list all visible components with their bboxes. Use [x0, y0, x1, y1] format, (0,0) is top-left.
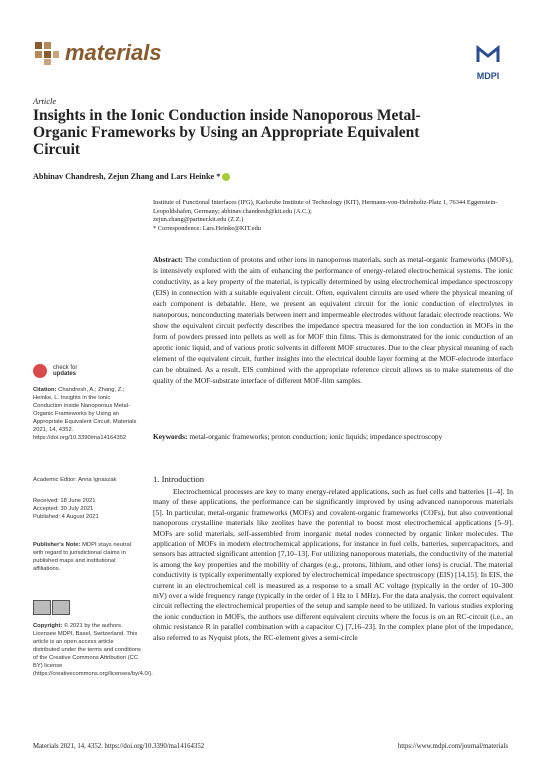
orcid-icon[interactable]	[222, 173, 230, 181]
correspondence-line: * Correspondence: Lars.Heinke@KIT.edu	[153, 224, 261, 232]
keywords-text: metal-organic frameworks; proton conduction; ionic liquids; impedance spectroscopy	[189, 432, 443, 441]
copyright-block	[33, 622, 153, 678]
intro-paragraph: Electrochemical processes are key to many energy-related applications, such as fuel cells and batteries [1–4]. In many of these applications, the performance can be significantly improved by using advanced nanoporous materials [5]. In particular, metal-organic frameworks (MOFs) and covalent-organic frameworks (COFs), but also conventional nanoporous crystalline materials like zeolites have the potential to boost most electrochemical applications [5–9]. MOFs are solid materials, self-assembled from inorganic metal nodes connected by organic linker molecules. The application of MOFs in modern electrochemical applications, for instance in fuel cells, batteries, supercapacitors, and sensors has attracted significant attention [7,10–13]. For utilizing nanoporous materials, the conductivity of the material is among the key properties and the mobility of charges (e.g., protons, lithium, and other ions) is crucial. The material conductivity is typically experimentally explored by electrochemical impedance spectroscopy (EIS) [14,15]. In EIS, the current in an electrochemical cell is measured as a response to a small AC voltage (typically in the order of 10–300 mV) over a wide frequency range (typically in the order of 1 Hz to 1 MHz). For the data analysis, the correct equivalent circuit reflecting the electrochemical properties of the setup and sample need to be utilized. In various studies exploring the ionic conduction in MOFs, the authors use different equivalent circuits where the focus is on an RC-circuit (i.e., an ohmic resistance R in parallel combination with a capacitor C) [7,16–23]. In the complex plane plot of the impedance, also referred to as Nyquist plots, the RC-element gives a semi-circle	[153, 487, 513, 642]
affiliations	[153, 199, 513, 233]
copyright-label: Copyright:	[33, 623, 63, 629]
publisher-note	[33, 541, 141, 573]
affiliation-line: zejun.zhang@partner.kit.edu (Z.Z.)	[153, 216, 244, 224]
authors-text: Abhinav Chandresh, Zejun Zhang and Lars Heinke *	[33, 172, 221, 181]
mdpi-logo-icon	[475, 44, 501, 64]
footer-journal-link[interactable]: https://www.mdpi.com/journal/materials	[397, 743, 508, 750]
citation-text: Chandresh, A.; Zhang, Z.; Heinke, L. Insights in the Ionic Conduction inside Nanoporous Metal-Organic Frameworks by Using an Appropriate Equivalent Circuit. Materials 2021, 14, 4352. https://doi.org/10.3390/ma14164352	[33, 387, 137, 441]
citation-label: Citation:	[33, 387, 57, 393]
section-heading: 1. Introduction	[153, 474, 205, 484]
journal-name: materials	[65, 40, 162, 65]
abstract-text: The conduction of protons and other ions in nanoporous materials, such as metal-organic frameworks (MOFs), is intensively explored with the aim of enhancing the performance of energy-related electrochemical systems. The ionic conductivity, as a key property of the material, is typically determined by using electrochemical impedance spectroscopy (EIS) in connection with a suitable equivalent circuit. Often, equivalent circuits are used where the physical meaning of each component is debatable. Here, we present an equivalent circuit for the ionic conduction of electrolytes in nanoporous, nonconducting materials between inert and impermeable electrodes without faradaic electrode reactions. We show the equivalent circuit perfectly describes the impedance spectra measured for the ion conduction in MOFs in the form of powders pressed into pellets as well as for MOF thin films. This is demonstrated for the ionic conduction of an aprotic ionic liquid, and of various protic solvents in different MOF structures. Due to the clear physical meaning of each element of the equivalent circuit, further insights into the electrical double layer forming at the MOF-electrode interface can be obtained. As a result, EIS combined with the appropriate reference circuit allows us to make statements of the quality of the MOF-substrate interface of different MOF-film samples.	[153, 255, 513, 385]
abstract-label: Abstract:	[153, 255, 183, 264]
mdpi-logo	[468, 44, 508, 81]
keywords-label: Keywords:	[153, 432, 188, 441]
academic-editor: Academic Editor: Anna Ignaszak	[33, 477, 117, 483]
author-list	[33, 172, 230, 181]
keywords	[153, 432, 513, 442]
copyright-text: © 2021 by the authors. Licensee MDPI, Basel, Switzerland. This article is an open access article distributed under the terms and conditions of the Creative Commons Attribution (CC BY) license (https://creativecommons.org/licenses/by/4.0/).	[33, 623, 153, 677]
intro-body	[153, 487, 513, 643]
affiliation-line: Institute of Functional Interfaces (IFG), Karlsruhe Institute of Technology (KIT), Hermann-von-Helmholtz-Platz 1, 76344 Eggenstein-Leopoldshafen, Germany; abhinav.chandresh@kit.edu (A.C.);	[153, 199, 498, 215]
journal-logo-icon	[33, 40, 61, 71]
published-date: Published: 4 August 2021	[33, 514, 99, 520]
check-for-updates-button[interactable]	[33, 362, 77, 380]
abstract	[153, 254, 513, 386]
received-date: Received: 18 June 2021	[33, 498, 96, 504]
footer-citation: Materials 2021, 14, 4352. https://doi.org/10.3390/ma14164352	[33, 743, 205, 750]
by-icon	[52, 600, 70, 615]
check-updates-icon	[33, 364, 47, 378]
publisher-name: MDPI	[476, 71, 500, 81]
cc-icon	[33, 600, 51, 615]
accepted-date: Accepted: 30 July 2021	[33, 506, 94, 512]
publisher-note-label: Publisher's Note:	[33, 542, 81, 548]
article-type: Article	[33, 96, 57, 106]
date-block	[33, 497, 141, 521]
citation-block	[33, 386, 141, 442]
cc-license-badge[interactable]	[33, 600, 71, 620]
publisher-note-text: MDPI stays neutral with regard to jurisdictional claims in published maps and institutional affiliations.	[33, 542, 132, 572]
check-updates-label: check for updates	[53, 364, 78, 378]
article-title: Insights in the Ionic Conduction inside Nanoporous Metal-Organic Frameworks by Using an Appropriate Equivalent Circuit	[33, 107, 421, 158]
